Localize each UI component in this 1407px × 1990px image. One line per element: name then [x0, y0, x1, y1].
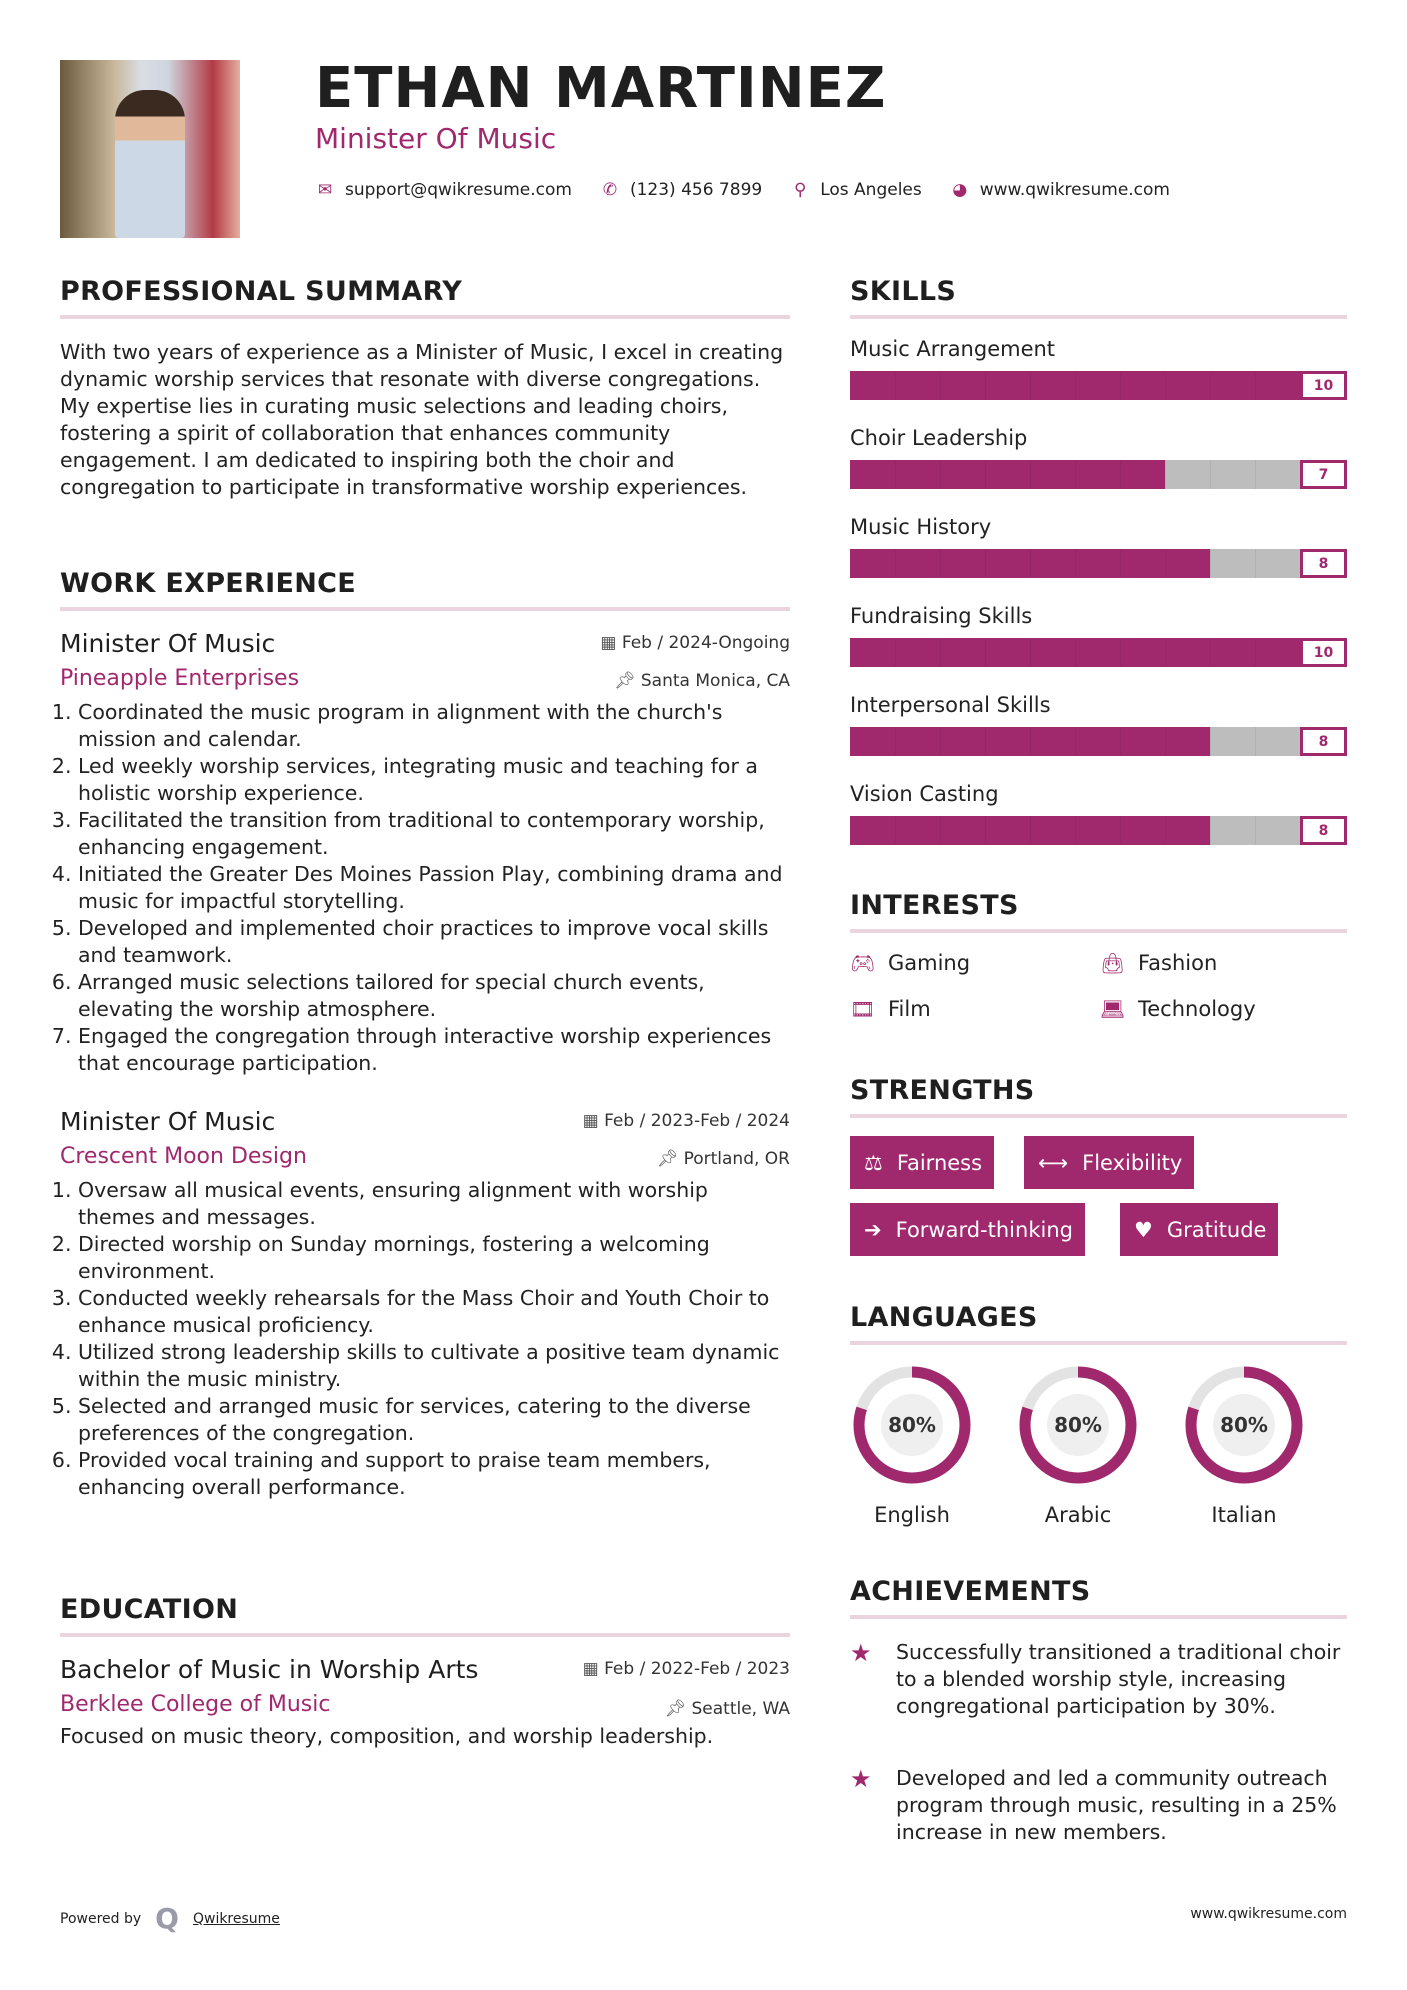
- strengths-section: [850, 1075, 1347, 1268]
- arrows-horizontal-icon: ⟷: [1038, 1150, 1069, 1175]
- skill-segment: [1120, 727, 1121, 756]
- skill-segment: [1210, 460, 1211, 489]
- skill-segment: [1255, 549, 1256, 578]
- list-item: 1. Coordinated the music program in alignment with the church's mission and calendar.: [78, 699, 790, 753]
- skill-segment: [1030, 638, 1031, 667]
- list-item: 1. Oversaw all musical events, ensuring alignment with worship themes and messages.: [78, 1177, 790, 1231]
- section-heading: LANGUAGES: [850, 1302, 1038, 1333]
- interest-label: Gaming: [888, 951, 971, 975]
- job-date: Feb / 2023-Feb / 2024: [604, 1111, 790, 1131]
- skill-name: Music Arrangement: [850, 337, 1056, 361]
- globe-icon: ◕: [952, 180, 968, 200]
- section-heading: PROFESSIONAL SUMMARY: [60, 276, 463, 307]
- skill-track: [850, 727, 1300, 756]
- achievements-section: [850, 1576, 1347, 1879]
- skill-name: Fundraising Skills: [850, 604, 1033, 628]
- skill-segment: [940, 638, 941, 667]
- strength-label: Flexibility: [1082, 1150, 1183, 1175]
- skill-item: [850, 515, 1347, 578]
- skill-segment: [985, 638, 986, 667]
- skill-value: 8: [1300, 549, 1347, 578]
- skill-segment: [1030, 816, 1031, 845]
- skill-segment: [1255, 460, 1256, 489]
- divider: [60, 315, 790, 319]
- strength-label: Fairness: [896, 1150, 983, 1175]
- skill-segment: [1210, 371, 1211, 400]
- skill-segment: [1210, 549, 1211, 578]
- footer-site[interactable]: www.qwikresume.com: [1190, 1906, 1347, 1922]
- language-percent: 80%: [888, 1413, 936, 1437]
- list-item: 7. Engaged the congregation through interactive worship experiences that encourage participation.: [78, 1023, 790, 1077]
- contact-item: Los Angeles: [820, 180, 922, 200]
- skill-segment: [940, 727, 941, 756]
- skill-segment: [1120, 549, 1121, 578]
- skill-item: [850, 604, 1347, 667]
- contact-row: [315, 180, 1188, 200]
- language-percent: 80%: [1220, 1413, 1268, 1437]
- strength-label: Forward-thinking: [895, 1217, 1073, 1242]
- skill-bar: [850, 638, 1347, 667]
- skill-segment: [985, 371, 986, 400]
- candidate-name: ETHAN MARTINEZ: [315, 56, 887, 121]
- achievement-text: Successfully transitioned a traditional choir to a blended worship style, increasing congregational participation by 30%.: [896, 1640, 1341, 1718]
- skill-segment: [985, 460, 986, 489]
- skill-value: 10: [1300, 371, 1347, 400]
- strength-chip: [850, 1136, 994, 1189]
- skill-segment: [1075, 371, 1076, 400]
- school: Berklee College of Music: [60, 1692, 331, 1717]
- skill-segment: [1075, 816, 1076, 845]
- job-location: Santa Monica, CA: [640, 671, 790, 691]
- education-location: Seattle, WA: [691, 1699, 790, 1719]
- interests-section: [850, 890, 1347, 1033]
- heart-icon: ♥: [1134, 1217, 1153, 1242]
- list-item: 3. Conducted weekly rehearsals for the Mass Choir and Youth Choir to enhance musical proficiency.: [78, 1285, 790, 1339]
- skill-segment: [1210, 816, 1211, 845]
- section-heading: EDUCATION: [60, 1594, 239, 1625]
- language-ring: [1182, 1363, 1306, 1487]
- skill-segment: [895, 816, 896, 845]
- job-entry: [60, 629, 790, 1077]
- interest-item: [850, 951, 970, 975]
- section-heading: WORK EXPERIENCE: [60, 568, 356, 599]
- strength-chip: [1024, 1136, 1194, 1189]
- skill-segment: [1165, 460, 1166, 489]
- skill-item: [850, 337, 1347, 400]
- interest-item: [1100, 951, 1217, 975]
- pin-icon: 📌︎: [656, 1149, 684, 1169]
- list-item: 5. Selected and arranged music for services, catering to the diverse preferences of the congregation.: [78, 1393, 790, 1447]
- skill-item: [850, 693, 1347, 756]
- contact-item[interactable]: www.qwikresume.com: [979, 180, 1170, 200]
- skill-segment: [1210, 727, 1211, 756]
- company: Crescent Moon Design: [60, 1144, 307, 1169]
- list-item: 4. Initiated the Greater Des Moines Passion Play, combining drama and music for impactful storytelling.: [78, 861, 790, 915]
- language-name: English: [874, 1503, 950, 1527]
- skill-segment: [895, 371, 896, 400]
- powered-by-label: Powered by: [60, 1910, 142, 1927]
- section-heading: INTERESTS: [850, 890, 1019, 921]
- work-section: [60, 568, 790, 1501]
- skill-fill: [850, 460, 1165, 489]
- skill-bar: [850, 816, 1347, 845]
- skill-segment: [1120, 638, 1121, 667]
- film-icon: 🎞︎: [850, 997, 876, 1021]
- contact-item: (123) 456 7899: [629, 180, 763, 200]
- skill-segment: [1165, 816, 1166, 845]
- skill-segment: [1030, 460, 1031, 489]
- education-text: Focused on music theory, composition, and worship leadership.: [60, 1724, 714, 1748]
- education-section: [60, 1594, 790, 1750]
- pin-icon: 📌︎: [613, 671, 641, 691]
- job-date: Feb / 2024-Ongoing: [621, 633, 790, 653]
- balance-scale-icon: ⚖: [864, 1150, 883, 1175]
- skill-segment: [895, 727, 896, 756]
- laptop-icon: 💻︎: [1100, 997, 1126, 1021]
- skill-value: 10: [1300, 638, 1347, 667]
- shopping-bag-icon: 👜︎: [1100, 951, 1126, 975]
- skill-segment: [985, 549, 986, 578]
- skill-track: [850, 460, 1300, 489]
- interest-label: Film: [888, 997, 931, 1021]
- skill-segment: [1165, 727, 1166, 756]
- divider: [60, 607, 790, 611]
- skill-segment: [895, 638, 896, 667]
- job-duties: [60, 699, 790, 1077]
- language-percent: 80%: [1054, 1413, 1102, 1437]
- skill-segment: [985, 816, 986, 845]
- skill-segment: [1165, 371, 1166, 400]
- skill-segment: [1120, 371, 1121, 400]
- interest-item: [1100, 997, 1256, 1021]
- language-name: Arabic: [1044, 1503, 1112, 1527]
- qwikresume-logo-icon: Q: [155, 1902, 179, 1935]
- job-title: Minister Of Music: [60, 629, 276, 658]
- job-entry: [60, 1107, 790, 1501]
- interest-label: Technology: [1138, 997, 1256, 1021]
- footer-powered: [60, 1902, 280, 1935]
- interest-label: Fashion: [1138, 951, 1218, 975]
- skill-segment: [1075, 549, 1076, 578]
- section-heading: STRENGTHS: [850, 1075, 1035, 1106]
- language-ring: [850, 1363, 974, 1487]
- skill-bar: [850, 549, 1347, 578]
- map-pin-icon: ⚲: [793, 180, 807, 200]
- skill-segment: [1255, 816, 1256, 845]
- qwikresume-link[interactable]: Qwikresume: [192, 1910, 280, 1927]
- phone-icon: ✆: [602, 180, 618, 200]
- shooting-star-icon: ★: [850, 1639, 872, 1667]
- envelope-icon: ✉: [317, 180, 333, 200]
- shooting-star-icon: ★: [850, 1765, 872, 1793]
- achievement-text: Developed and led a community outreach program through music, resulting in a 25% increase in new members.: [896, 1766, 1337, 1844]
- skill-segment: [1075, 727, 1076, 756]
- skill-track: [850, 638, 1300, 667]
- job-duties: [60, 1177, 790, 1501]
- list-item: 4. Utilized strong leadership skills to cultivate a positive team dynamic within the music ministry.: [78, 1339, 790, 1393]
- skill-segment: [1030, 371, 1031, 400]
- divider: [60, 1633, 790, 1637]
- skill-track: [850, 816, 1300, 845]
- strength-label: Gratitude: [1166, 1217, 1267, 1242]
- skills-section: [850, 276, 1347, 871]
- skill-segment: [940, 549, 941, 578]
- skill-value: 8: [1300, 727, 1347, 756]
- candidate-role: Minister Of Music: [315, 122, 557, 155]
- list-item: 5. Developed and implemented choir practices to improve vocal skills and teamwork.: [78, 915, 790, 969]
- company: Pineapple Enterprises: [60, 666, 300, 691]
- calendar-icon: ▦: [600, 633, 622, 653]
- list-item: 3. Facilitated the transition from traditional to contemporary worship, enhancing engagement.: [78, 807, 790, 861]
- skill-segment: [1120, 816, 1121, 845]
- skill-segment: [895, 549, 896, 578]
- job-location: Portland, OR: [683, 1149, 790, 1169]
- skill-segment: [940, 460, 941, 489]
- skill-segment: [895, 460, 896, 489]
- skill-value: 8: [1300, 816, 1347, 845]
- skill-segment: [1075, 638, 1076, 667]
- language-item: [1182, 1363, 1306, 1527]
- skill-bar: [850, 460, 1347, 489]
- skill-name: Music History: [850, 515, 992, 539]
- skill-item: [850, 426, 1347, 489]
- skill-name: Interpersonal Skills: [850, 693, 1051, 717]
- divider: [850, 315, 1347, 319]
- strength-chip: [850, 1203, 1085, 1256]
- education-date: Feb / 2022-Feb / 2023: [604, 1659, 790, 1679]
- skill-segment: [1165, 549, 1166, 578]
- skill-segment: [1255, 371, 1256, 400]
- list-item: 2. Led weekly worship services, integrating music and teaching for a holistic worship experience.: [78, 753, 790, 807]
- skill-value: 7: [1300, 460, 1347, 489]
- skill-track: [850, 371, 1300, 400]
- list-item: 6. Arranged music selections tailored for special church events, elevating the worship atmosphere.: [78, 969, 790, 1023]
- achievement-item: [850, 1765, 1346, 1846]
- skill-item: [850, 782, 1347, 845]
- languages-section: [850, 1302, 1347, 1525]
- skill-track: [850, 549, 1300, 578]
- gamepad-icon: 🎮︎: [850, 951, 876, 975]
- list-item: 6. Provided vocal training and support to praise team members, enhancing overall performance.: [78, 1447, 790, 1501]
- skill-segment: [1075, 460, 1076, 489]
- arrow-right-icon: ➔: [864, 1217, 882, 1242]
- calendar-icon: ▦: [582, 1111, 605, 1131]
- skill-segment: [1030, 549, 1031, 578]
- skill-segment: [1165, 638, 1166, 667]
- degree: Bachelor of Music in Worship Arts: [60, 1655, 479, 1684]
- skill-name: Vision Casting: [850, 782, 999, 806]
- summary-section: [60, 276, 790, 501]
- interest-item: [850, 997, 931, 1021]
- skill-segment: [1120, 460, 1121, 489]
- skill-segment: [1210, 638, 1211, 667]
- contact-item[interactable]: support@qwikresume.com: [345, 180, 572, 200]
- profile-photo: [60, 60, 240, 238]
- language-item: [850, 1363, 974, 1527]
- skill-name: Choir Leadership: [850, 426, 1028, 450]
- achievement-item: [850, 1639, 1346, 1720]
- skill-segment: [1030, 727, 1031, 756]
- language-name: Italian: [1211, 1503, 1277, 1527]
- summary-text: With two years of experience as a Minister of Music, I excel in creating dynamic worship services that resonate with diverse congregations. My expertise lies in curating music selections and leading choirs, fostering a spirit of collaboration that enhances community engagement. I am dedicated to inspiring both the choir and congregation to participate in transformative worship experiences.: [60, 340, 784, 499]
- list-item: 2. Directed worship on Sunday mornings, fostering a welcoming environment.: [78, 1231, 790, 1285]
- skill-segment: [1255, 727, 1256, 756]
- pin-icon: 📌︎: [664, 1699, 692, 1719]
- language-ring: [1016, 1363, 1140, 1487]
- skill-bar: [850, 727, 1347, 756]
- calendar-icon: ▦: [582, 1659, 605, 1679]
- skill-segment: [1255, 638, 1256, 667]
- section-heading: ACHIEVEMENTS: [850, 1576, 1091, 1607]
- skill-segment: [985, 727, 986, 756]
- skill-bar: [850, 371, 1347, 400]
- job-title: Minister Of Music: [60, 1107, 276, 1136]
- language-item: [1016, 1363, 1140, 1527]
- section-heading: SKILLS: [850, 276, 957, 307]
- strength-chip: [1120, 1203, 1278, 1256]
- skill-segment: [940, 816, 941, 845]
- skill-segment: [940, 371, 941, 400]
